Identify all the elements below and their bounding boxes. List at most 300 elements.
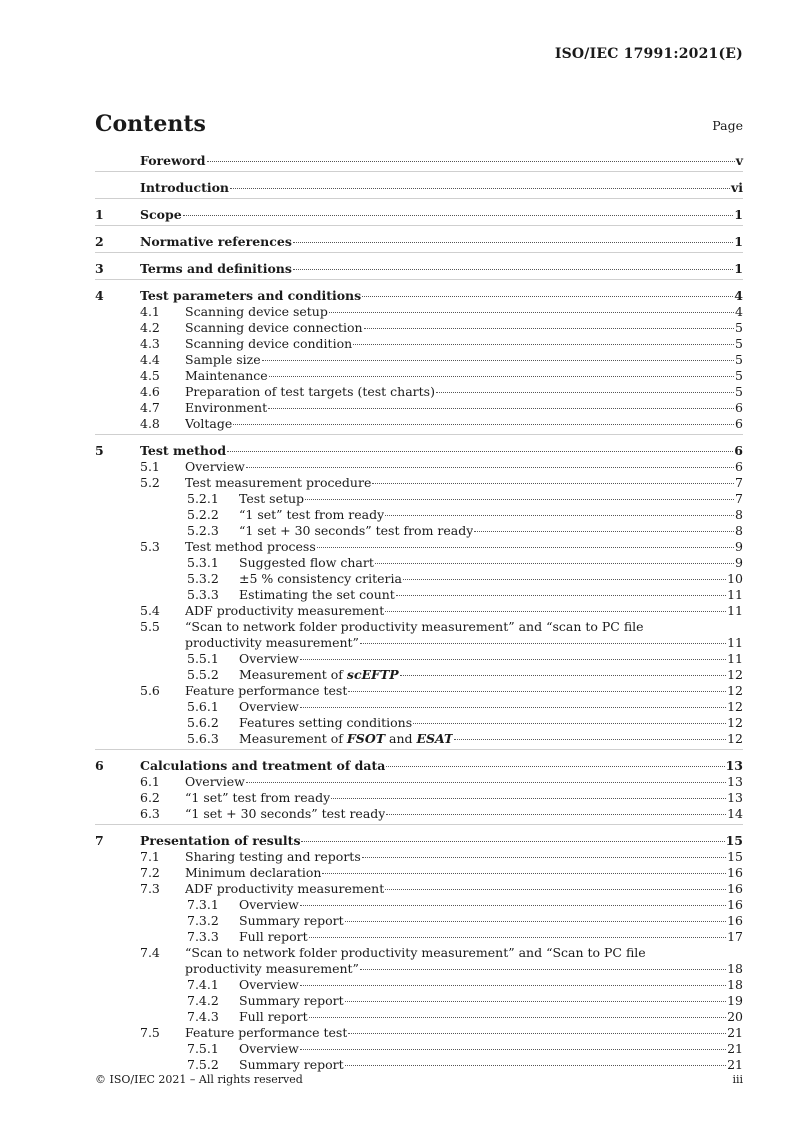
toc-entry-title: [239, 1041, 299, 1057]
toc-entry[interactable]: [95, 849, 743, 865]
toc-entry-page: 13: [727, 774, 743, 789]
toc-separator: [95, 749, 743, 750]
toc-entry-title: [185, 416, 232, 432]
toc-entry-title: [185, 683, 347, 699]
toc-entry[interactable]: [95, 587, 743, 603]
toc-entry-page: 11: [727, 587, 743, 602]
toc-entry-page: 8: [735, 523, 743, 538]
toc-entry-title: [140, 261, 292, 277]
toc-leader-dots: [454, 738, 726, 740]
toc-entry-page: 12: [727, 731, 743, 746]
toc-entry-number: 7.3.2: [187, 913, 219, 928]
toc-entry-title: [185, 806, 385, 822]
toc-entry-number: 7.3.3: [187, 929, 219, 944]
toc-entry-page: 10: [727, 571, 743, 586]
toc-entry-text: Feature performance test: [185, 1025, 348, 1040]
toc-entry-number: 5.6.1: [187, 699, 219, 714]
toc-entry[interactable]: [95, 288, 743, 304]
toc-leader-dots: [360, 968, 726, 970]
toc-entry[interactable]: [95, 1057, 743, 1073]
toc-entry[interactable]: [95, 651, 743, 667]
toc-entry-text: Scanning device connection: [185, 320, 363, 335]
toc-entry-page: 5: [735, 336, 743, 351]
toc-entry-page: 5: [735, 368, 743, 383]
toc-leader-dots: [386, 765, 724, 767]
toc-entry-number: 2: [95, 234, 104, 249]
toc-entry-title: [239, 555, 374, 571]
toc-entry-text: Introduction: [140, 180, 230, 195]
toc-entry-number: 7.3.1: [187, 897, 219, 912]
toc-entry-page: 7: [735, 491, 743, 506]
toc-leader-dots: [301, 840, 724, 842]
toc-separator: [95, 434, 743, 435]
toc-entry-page: vi: [730, 180, 743, 195]
toc-entry-title: [185, 881, 384, 897]
toc-entry[interactable]: [95, 865, 743, 881]
toc-entry-page: 6: [735, 400, 743, 415]
toc-entry-number: 5.2.2: [187, 507, 219, 522]
toc-leader-dots: [400, 674, 726, 676]
toc-entry[interactable]: [95, 320, 743, 336]
toc-entry-page: 17: [727, 929, 743, 944]
toc-entry[interactable]: [95, 603, 743, 619]
toc-entry-title: [239, 667, 399, 683]
toc-entry[interactable]: [95, 539, 743, 555]
toc-entry[interactable]: [95, 336, 743, 352]
toc-entry-title: [239, 699, 299, 715]
toc-leader-dots: [386, 813, 726, 815]
toc-entry-number: 5.3.3: [187, 587, 219, 602]
toc-leader-dots: [317, 546, 734, 548]
toc-entry-title: [185, 400, 267, 416]
toc-entry-page: 15: [725, 833, 743, 848]
toc-entry-number: 7.4: [140, 945, 160, 960]
toc-entry-title: [239, 929, 308, 945]
toc-entry-text: Overview: [185, 774, 245, 789]
toc-entry-page: 4: [734, 288, 743, 303]
toc-entry-page: 16: [727, 865, 743, 880]
toc-entry[interactable]: [95, 913, 743, 929]
toc-entry-title: [239, 587, 395, 603]
toc-entry-title: [140, 833, 300, 849]
toc-entry-continuation[interactable]: [95, 635, 743, 651]
toc-entry-title: [185, 865, 321, 881]
toc-entry-text: Suggested flow chart: [239, 555, 374, 570]
toc-entry-page: 16: [727, 881, 743, 896]
toc-entry[interactable]: [95, 416, 743, 432]
toc-entry-text: “1 set” test from ready: [239, 507, 385, 522]
toc-entry-number: 5.6: [140, 683, 160, 698]
toc-entry[interactable]: [95, 523, 743, 539]
toc-entry-text: Scanning device setup: [185, 304, 328, 319]
toc-entry-page: 1: [734, 261, 743, 276]
toc-entry-text: Scanning device condition: [185, 336, 353, 351]
toc-entry-page: v: [735, 153, 743, 168]
toc-entry-title: [185, 945, 646, 961]
toc-entry-text: ADF productivity measurement: [185, 603, 385, 618]
toc-entry-number: 7.4.2: [187, 993, 219, 1008]
toc-leader-dots: [329, 311, 734, 313]
toc-entry-text: ADF productivity measurement: [185, 881, 385, 896]
toc-entry-title: [239, 491, 304, 507]
toc-entry-page: 21: [727, 1041, 743, 1056]
toc-entry[interactable]: [95, 993, 743, 1009]
toc-entry-title: [185, 336, 352, 352]
toc-entry-text: Test parameters and conditions: [140, 288, 362, 303]
toc-entry-number: 5.6.3: [187, 731, 219, 746]
toc-separator: [95, 252, 743, 253]
toc-entry-text: Sample size: [185, 352, 261, 367]
toc-leader-dots: [300, 904, 726, 906]
toc-entry-number: 5.1: [140, 459, 160, 474]
toc-entry-number: 4.3: [140, 336, 160, 351]
toc-entry-page: 1: [734, 207, 743, 222]
page-column-label: Page: [712, 118, 743, 133]
toc-entry[interactable]: [95, 1025, 743, 1041]
toc-entry-number: 5.2.1: [187, 491, 219, 506]
toc-entry-continuation[interactable]: [95, 961, 743, 977]
toc-leader-dots: [353, 343, 734, 345]
toc-entry-page: 21: [727, 1025, 743, 1040]
toc-entry[interactable]: [95, 806, 743, 822]
toc-entry-page: 7: [735, 475, 743, 490]
toc-entry-text: Environment: [185, 400, 268, 415]
toc-entry-number: 7.3: [140, 881, 160, 896]
toc-entry-text: Calculations and treatment of data: [140, 758, 386, 773]
toc-entry-page: 1: [734, 234, 743, 249]
toc-entry-symbol: scEFTP: [346, 667, 399, 682]
toc-entry-title: [140, 153, 206, 169]
toc-entry-page: 13: [725, 758, 743, 773]
toc-entry[interactable]: [95, 352, 743, 368]
toc-entry-number: 4.8: [140, 416, 160, 431]
toc-entry-page: 8: [735, 507, 743, 522]
toc-entry-page: 11: [727, 635, 743, 650]
toc-entry-number: 5.3.2: [187, 571, 219, 586]
toc-leader-dots: [300, 706, 726, 708]
toc-entry-page: 12: [727, 683, 743, 698]
toc-entry-title: [185, 539, 316, 555]
toc-entry-text: Summary report: [239, 913, 344, 928]
toc-entry-title: [239, 731, 453, 747]
toc-entry[interactable]: [95, 667, 743, 683]
toc-entry-page: 20: [727, 1009, 743, 1024]
toc-entry[interactable]: [95, 368, 743, 384]
toc-leader-dots: [262, 359, 734, 361]
toc-separator: [95, 279, 743, 280]
toc-entry[interactable]: [95, 1041, 743, 1057]
page-title: Contents: [95, 111, 206, 137]
toc-entry-text: Overview: [239, 651, 299, 666]
toc-entry-text: Overview: [239, 977, 299, 992]
toc-entry-number: 7.5.1: [187, 1041, 219, 1056]
toc-entry-text: Overview: [239, 897, 299, 912]
toc-entry-number: 6.2: [140, 790, 160, 805]
toc-entry-page: 15: [727, 849, 743, 864]
toc-separator: [95, 824, 743, 825]
toc-entry-page: 21: [727, 1057, 743, 1072]
toc-separator: [95, 171, 743, 172]
toc-entry-page: 13: [727, 790, 743, 805]
toc-entry-title: [239, 715, 412, 731]
toc-entry-title: [239, 977, 299, 993]
toc-entry[interactable]: [95, 571, 743, 587]
toc-entry-page: 18: [727, 977, 743, 992]
toc-separator: [95, 225, 743, 226]
toc-entry-title: [185, 320, 363, 336]
toc-entry-number: 5: [95, 443, 104, 458]
toc-entry-number: 4: [95, 288, 104, 303]
toc-entry-text: Test setup: [239, 491, 305, 506]
toc-entry[interactable]: [95, 400, 743, 416]
toc-entry-title: [185, 849, 361, 865]
toc-leader-dots: [372, 482, 734, 484]
toc-leader-dots: [309, 936, 727, 938]
toc-leader-dots: [268, 407, 734, 409]
toc-entry-title: [239, 507, 384, 523]
toc-entry-page: 12: [727, 715, 743, 730]
toc-entry-page: 18: [727, 961, 743, 976]
toc-entry-text: Features setting conditions: [239, 715, 413, 730]
toc-leader-dots: [345, 1064, 726, 1066]
toc-entry-number: 6.1: [140, 774, 160, 789]
toc-leader-dots: [375, 562, 734, 564]
toc-leader-dots: [385, 514, 734, 516]
toc-entry-text: Terms and definitions: [140, 261, 292, 276]
toc-leader-dots: [230, 187, 730, 189]
toc-entry-title: [140, 443, 226, 459]
toc-leader-dots: [436, 391, 734, 393]
toc-leader-dots: [269, 375, 734, 377]
toc-entry-title: [185, 475, 371, 491]
toc-entry-text: Full report: [239, 929, 308, 944]
toc-entry-title: [140, 180, 229, 196]
toc-entry[interactable]: [95, 790, 743, 806]
toc-leader-dots: [305, 498, 734, 500]
toc-entry-text: Minimum declaration: [185, 865, 322, 880]
toc-entry-title: [140, 288, 361, 304]
toc-entry-title: [140, 207, 182, 223]
toc-entry-text: Voltage: [185, 416, 233, 431]
toc-entry-number: 5.5.1: [187, 651, 219, 666]
toc-entry-page: 5: [735, 384, 743, 399]
toc-leader-dots: [403, 578, 726, 580]
toc-entry[interactable]: [95, 443, 743, 459]
toc-entry-title: [140, 234, 292, 250]
toc-entry-text: Preparation of test targets (test charts): [185, 384, 435, 399]
toc-entry-page: 9: [735, 555, 743, 570]
toc-entry-number: 7.1: [140, 849, 160, 864]
toc-entry[interactable]: [95, 507, 743, 523]
toc-entry-page: 11: [727, 651, 743, 666]
toc-leader-dots: [227, 450, 733, 452]
toc-entry-text: ±5 % consistency criteria: [239, 571, 402, 586]
toc-entry[interactable]: [95, 491, 743, 507]
toc-separator: [95, 198, 743, 199]
toc-entry[interactable]: [95, 234, 743, 250]
toc-entry[interactable]: [95, 897, 743, 913]
toc-entry-number: 4.7: [140, 400, 160, 415]
toc-entry-title: [185, 790, 330, 806]
toc-entry-number: 4.5: [140, 368, 160, 383]
toc-entry-page: 9: [735, 539, 743, 554]
toc-entry-title: [185, 774, 245, 790]
toc-leader-dots: [300, 1048, 726, 1050]
toc-entry[interactable]: [95, 945, 743, 961]
toc-entry[interactable]: [95, 929, 743, 945]
toc-entry-number: 6.3: [140, 806, 160, 821]
toc-entry-page: 11: [727, 603, 743, 618]
toc-entry-text: Measurement of: [239, 667, 347, 682]
toc-entry-text: Summary report: [239, 993, 344, 1008]
toc-entry-number: 5.5.2: [187, 667, 219, 682]
toc-entry-number: 7.5.2: [187, 1057, 219, 1072]
toc-entry-number: 7.2: [140, 865, 160, 880]
toc-entry-number: 7.5: [140, 1025, 160, 1040]
toc-entry[interactable]: [95, 304, 743, 320]
toc-entry-number: 5.2: [140, 475, 160, 490]
toc-entry[interactable]: [95, 977, 743, 993]
toc-leader-dots: [246, 466, 734, 468]
toc-entry[interactable]: [95, 153, 743, 169]
toc-leader-dots: [300, 658, 726, 660]
toc-entry-page: 4: [735, 304, 743, 319]
table-of-contents: [95, 153, 743, 1073]
toc-entry-title: [239, 523, 473, 539]
toc-entry-title: [185, 384, 435, 400]
toc-entry-symbol: ESAT: [416, 731, 454, 746]
toc-entry-text: Test method: [140, 443, 227, 458]
toc-entry-title: [185, 304, 328, 320]
toc-entry-title: [239, 993, 344, 1009]
toc-entry-text: Maintenance: [185, 368, 268, 383]
toc-leader-dots: [345, 1000, 726, 1002]
toc-leader-dots: [293, 268, 733, 270]
toc-leader-dots: [413, 722, 726, 724]
toc-entry-number: 1: [95, 207, 104, 222]
toc-entry-title: [185, 368, 268, 384]
toc-entry-page: 6: [735, 459, 743, 474]
toc-leader-dots: [474, 530, 734, 532]
toc-entry[interactable]: [95, 699, 743, 715]
toc-entry-text: Estimating the set count: [239, 587, 395, 602]
toc-leader-dots: [293, 241, 733, 243]
toc-entry[interactable]: [95, 731, 743, 747]
toc-entry-text: “Scan to network folder productivity measurement” and “scan to PC file: [185, 619, 644, 634]
toc-leader-dots: [246, 781, 726, 783]
document-id: ISO/IEC 17991:2021(E): [554, 46, 743, 62]
toc-leader-dots: [322, 872, 726, 874]
toc-entry-text: Feature performance test: [185, 683, 348, 698]
toc-entry-text: Sharing testing and reports: [185, 849, 361, 864]
toc-entry-title: [239, 1009, 308, 1025]
toc-leader-dots: [309, 1016, 727, 1018]
toc-entry-title: [185, 619, 644, 635]
toc-entry-page: 16: [727, 897, 743, 912]
toc-leader-dots: [233, 423, 734, 425]
toc-entry-number: 5.2.3: [187, 523, 219, 538]
toc-entry[interactable]: [95, 555, 743, 571]
toc-entry-text: “1 set + 30 seconds” test from ready: [239, 523, 474, 538]
toc-entry-title: [185, 352, 261, 368]
toc-entry-text: “Scan to network folder productivity measurement” and “Scan to PC file: [185, 945, 646, 960]
toc-leader-dots: [364, 327, 734, 329]
toc-entry[interactable]: [95, 619, 743, 635]
toc-entry-title: [185, 459, 245, 475]
toc-leader-dots: [360, 642, 726, 644]
toc-entry[interactable]: [95, 180, 743, 196]
toc-entry-page: 19: [727, 993, 743, 1008]
toc-entry-number: 7.4.1: [187, 977, 219, 992]
toc-entry[interactable]: [95, 774, 743, 790]
toc-entry-title: [239, 1057, 344, 1073]
toc-entry[interactable]: [95, 881, 743, 897]
toc-entry-text: and: [385, 731, 417, 746]
toc-entry-text: Normative references: [140, 234, 292, 249]
toc-leader-dots: [207, 160, 735, 162]
toc-entry-page: 5: [735, 320, 743, 335]
toc-entry[interactable]: [95, 715, 743, 731]
toc-entry-number: 4.6: [140, 384, 160, 399]
toc-entry[interactable]: [95, 833, 743, 849]
toc-entry-text: Scope: [140, 207, 182, 222]
toc-entry-title: [140, 758, 385, 774]
toc-leader-dots: [348, 1032, 726, 1034]
toc-entry-page: 16: [727, 913, 743, 928]
toc-entry[interactable]: [95, 261, 743, 277]
toc-entry-text: Overview: [185, 459, 245, 474]
toc-entry[interactable]: [95, 459, 743, 475]
toc-entry-number: 7.4.3: [187, 1009, 219, 1024]
toc-entry-page: 12: [727, 667, 743, 682]
toc-entry-number: 4.1: [140, 304, 160, 319]
toc-entry-number: 4.2: [140, 320, 160, 335]
toc-entry-number: 7: [95, 833, 104, 848]
page-number: iii: [732, 1073, 743, 1086]
toc-entry-title: [185, 1025, 347, 1041]
toc-entry-title: [239, 651, 299, 667]
toc-entry-title: [239, 571, 402, 587]
toc-entry-number: 5.6.2: [187, 715, 219, 730]
toc-leader-dots: [385, 610, 726, 612]
toc-entry-text: Presentation of results: [140, 833, 301, 848]
toc-leader-dots: [331, 797, 726, 799]
toc-entry-text: “1 set” test from ready: [185, 790, 331, 805]
toc-entry[interactable]: [95, 758, 743, 774]
toc-entry-number: 6: [95, 758, 104, 773]
toc-entry-title: [185, 603, 384, 619]
toc-entry-title: [239, 913, 344, 929]
toc-entry-number: 5.5: [140, 619, 160, 634]
toc-entry-text: productivity measurement”: [185, 961, 359, 976]
toc-entry[interactable]: [95, 207, 743, 223]
toc-entry-page: 6: [734, 443, 743, 458]
toc-entry-number: 5.3: [140, 539, 160, 554]
toc-entry[interactable]: [95, 683, 743, 699]
toc-entry-number: 5.4: [140, 603, 160, 618]
toc-entry[interactable]: [95, 384, 743, 400]
toc-entry-page: 6: [735, 416, 743, 431]
toc-leader-dots: [362, 856, 726, 858]
toc-entry-text: Overview: [239, 1041, 299, 1056]
toc-entry-text: Foreword: [140, 153, 206, 168]
toc-entry-text: Test method process: [185, 539, 316, 554]
toc-entry[interactable]: [95, 1009, 743, 1025]
copyright-notice: © ISO/IEC 2021 – All rights reserved: [95, 1073, 303, 1086]
toc-entry[interactable]: [95, 475, 743, 491]
toc-leader-dots: [385, 888, 726, 890]
toc-entry-text: Full report: [239, 1009, 308, 1024]
